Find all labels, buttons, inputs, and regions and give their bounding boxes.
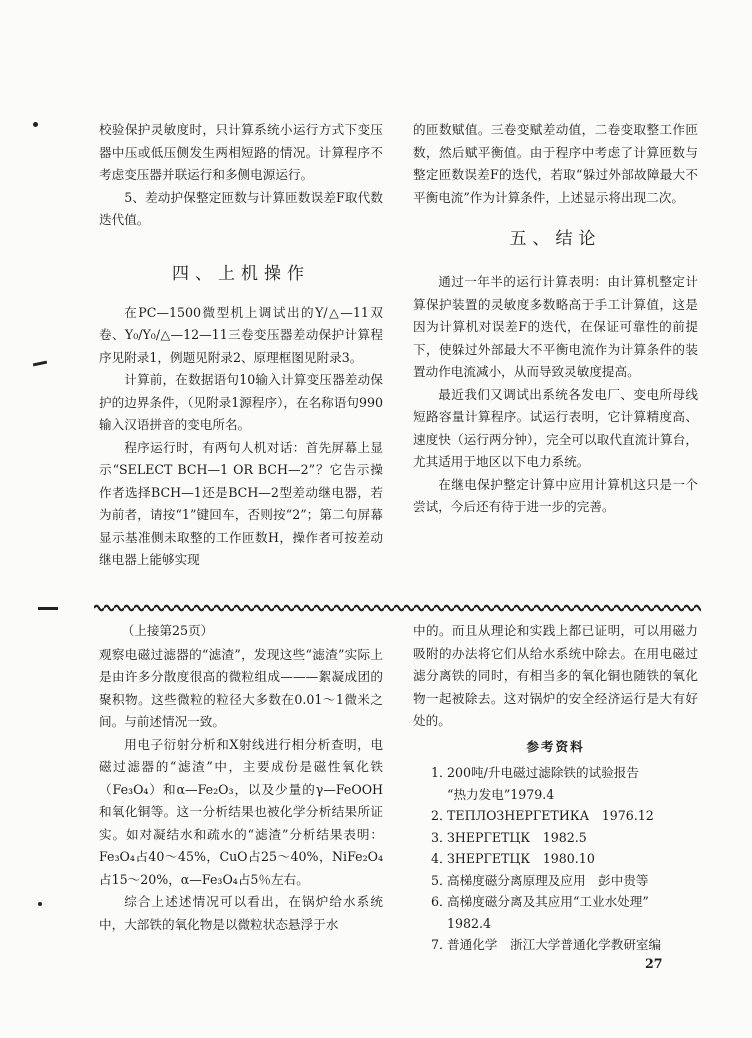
paragraph: 中的。而且从理论和实践上都已证明，可以用磁力吸附的办法将它们从给水系统中除去。在用电磁过滤分离铁的同时，有相当多的氧化铜也随铁的氧化物一起被除去。这对锅炉的安全经济运行是大有好处的。 (413, 623, 698, 728)
paragraph: 5、差动护保整定匝数与计算匝数误差F取代数迭代值。 (99, 189, 383, 227)
reference-item: 3．ЗНЕРГЕТЦК 1982.5 (431, 829, 587, 845)
paragraph: 通过一年半的运行计算表明：由计算机整定计算保护装置的灵敏度多数略高于手工计算值，这是因为计算机对误差F的迭代，在保证可靠性的前提下，使躲过外部最大不平衡电流作为计算条件的装置动作电流减小，从而导致灵敏度提高。 (413, 274, 698, 379)
margin-tick (38, 607, 58, 610)
paragraph: 用电子衍射分析和X射线进行相分析查明，电磁过滤器的“滤渣”中，主要成份是磁性氧化铁（Fe₃O₄）和α—Fe₂O₃，以及少量的γ—FeOOH和氧化铜等。这一分析结果也被化学分析结果所证实。如对凝结水和疏水的“滤渣”分析结果表明：Fe₃O₄占40～45%，CuO占25～40%，NiFe₂O₄占15～20%，α—Fe₃O₄占5％左右。 (99, 736, 383, 887)
reference-item: 2．ТЕПЛОЗНЕРГЕТИКА 1976.12 (431, 808, 654, 823)
reference-item: 6．高梯度磁分离及其应用“工业水处理” 1982.4 (431, 894, 649, 931)
paragraph: 在PC—1500微型机上调试出的Y/△—11双卷、Y₀/Y₀/△—12—11三卷变压器差动保护计算程序见附录1，例题见附录2、原理框图见附录3。 (99, 304, 383, 365)
top-right-column (413, 119, 698, 519)
paragraph: 的匝数赋值。三卷变赋差动值，二卷变取整工作匝数，然后赋平衡值。由于程序中考虑了计算匝数与整定匝数误差F的迭代，若取“躲过外部故障最大不平衡电流”作为计算条件，上述显示将出现二次。 (413, 122, 698, 205)
references-heading: 参考资料 (526, 738, 585, 754)
paragraph: 综合上述述情况可以看出，在锅炉给水系统中，大部铁的氧化物是以微粒状态悬浮于水 (99, 894, 383, 932)
section-divider (94, 603, 701, 613)
reference-item: 7．普通化学 浙江大学普通化学教研室编 (431, 937, 662, 952)
references-list (413, 762, 698, 956)
continued-from-note: （上接第25页） (121, 623, 214, 638)
section-title-5: 五、结论 (509, 229, 602, 249)
reference-item: 1．200吨/升电磁过滤除铁的试验报告 “热力发电”1979.4 (431, 765, 639, 802)
paragraph: 程序运行时，有两句人机对话：首先屏幕上显示“SELECT BCH—1 OR BCH—2”？它告示操作者选择BCH—1还是BCH—2型差动继电器，若为前者，请按“1”键回车，否则按“2”；第二句屏幕显示基准侧未取整的工作匝数H，操作者可按差动继电器上能够实现 (99, 439, 383, 567)
reference-item: 4．ЗНЕРГЕТЦК 1980.10 (431, 851, 595, 866)
page-number: 27 (645, 956, 663, 971)
paragraph: 最近我们又调试出系统各发电厂、变电所母线短路容量计算程序。试运行表明，它计算精度高、速度快（运行两分钟），完全可以取代直流计算台，尤其适用于地区以下电力系统。 (413, 386, 698, 469)
paragraph: 在继电保护整定计算中应用计算机这只是一个尝试，今后还有待于进一步的完善。 (413, 476, 698, 514)
top-left-column (99, 119, 383, 572)
reference-item: 5．高梯度磁分离原理及应用 彭中贵等 (431, 872, 649, 888)
paragraph: 观察电磁过滤器的“滤渣”，发现这些“滤渣”实际上是由许多分散度很高的微粒组成———絮凝成团的聚积物。这些微粒的粒径大多数在0.01～1微米之间。与前述情况一致。 (99, 646, 383, 729)
paragraph: 计算前，在数据语句10输入计算变压器差动保护的边界条件，（见附录1源程序），在名称语句990输入汉语拼音的变电所名。 (99, 372, 383, 432)
margin-tick (33, 361, 47, 367)
bottom-left-column (99, 620, 383, 936)
bottom-right-column (413, 620, 698, 956)
section-title-4: 四、上机操作 (172, 263, 310, 284)
paragraph: 校验保护灵敏度时，只计算系统小运行方式下变压器中压或低压侧发生两相短路的情况。计算程序不考虑变压器并联运行和多侧电源运行。 (99, 122, 383, 182)
margin-dot (33, 122, 38, 127)
margin-dot (38, 902, 42, 906)
